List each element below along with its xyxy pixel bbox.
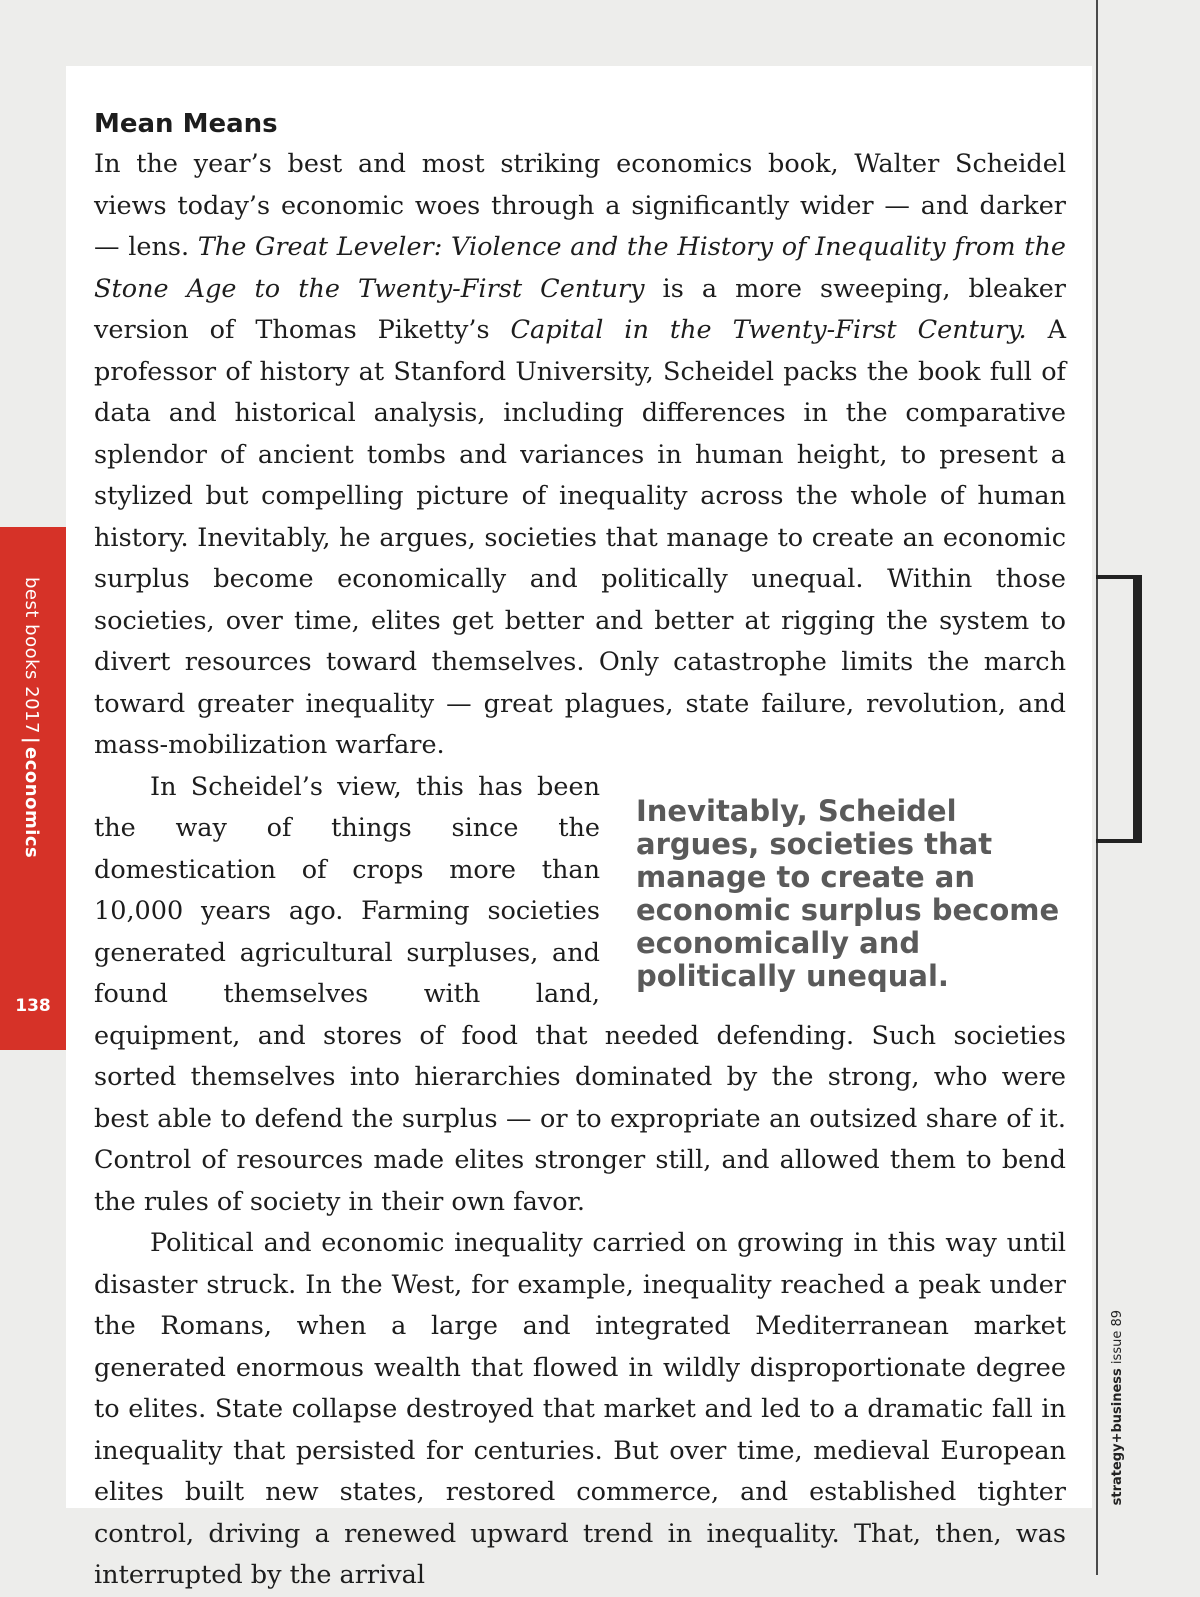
separator: |	[21, 736, 42, 745]
section-name: economics	[21, 747, 42, 859]
issue-number: issue 89	[1110, 1310, 1125, 1369]
paragraph-2: In Scheidel’s view, this has been the way of things since the domestication of crops more than 10,000 years ago. Farming societies generated agricultural surpluses, and found themselves with land, equipment, and stores of food that needed defending. Such societies sorted themselves into hierarchies dominated by the strong, who were best able to defend the surplus — or to expropriate an outsized share of it. Control of resources made elites stronger still, and allowed them to bend the rules of society in their own favor.	[94, 771, 1066, 1217]
p1-text-b: is a more sweeping, bleaker version of Thomas Piketty’s	[94, 273, 1066, 345]
p1-text-c: A professor of history at Stanford University, Scheidel packs the book full of data and historical analysis, including differences in the comparative splendor of ancient tombs and variances in human height, to present a stylized but compelling picture of inequality across the whole of human history. Inevitably, he argues, societies that manage to create an economic surplus become economically and politically unequal. Within those societies, over time, elites get better and better at rigging the system to divert resources toward themselves. Only catastrophe limits the march toward greater inequality — great plagues, state failure, revolution, and mass-mobilization warfare.	[94, 315, 1067, 760]
series-label: best books 2017	[21, 577, 42, 734]
book-title-great-leveler: The Great Leveler: Violence and the History of Inequality from the Stone Age to the Twenty-First Century	[94, 232, 1067, 304]
publication-name: strategy+business	[1110, 1368, 1125, 1506]
pullquote-bracket	[1096, 575, 1142, 843]
p1-text-a: In the year’s best and most striking economics book, Walter Scheidel views today’s economic woes through a significantly wider — and darker — lens.	[94, 149, 1066, 262]
section-label	[21, 577, 42, 858]
paragraph-3: Political and economic inequality carried on growing in this way until disaster struck. In the West, for example, inequality reached a peak under the Romans, when a large and integrated Mediterranean market generated enormous wealth that flowed in wildly disproportionate degree to elites. State collapse destroyed that market and led to a dramatic fall in inequality that persisted for centuries. But over time, medieval European elites built new states, restored commerce, and established tighter control, driving a renewed upward trend in inequality. That, then, was interrupted by the arrival	[94, 1228, 1066, 1590]
article-body	[94, 104, 1066, 1597]
folio	[1110, 1310, 1125, 1505]
pullquote: Inevitably, Scheidel argues, societies that manage to create an economic surplus become economically and politically unequal.	[636, 793, 1060, 993]
book-title-capital: Capital in the Twenty-First Century.	[510, 315, 1027, 345]
article-heading: Mean Means	[94, 109, 278, 139]
page-number: 138	[15, 996, 51, 1016]
paragraph-1	[94, 144, 1066, 767]
